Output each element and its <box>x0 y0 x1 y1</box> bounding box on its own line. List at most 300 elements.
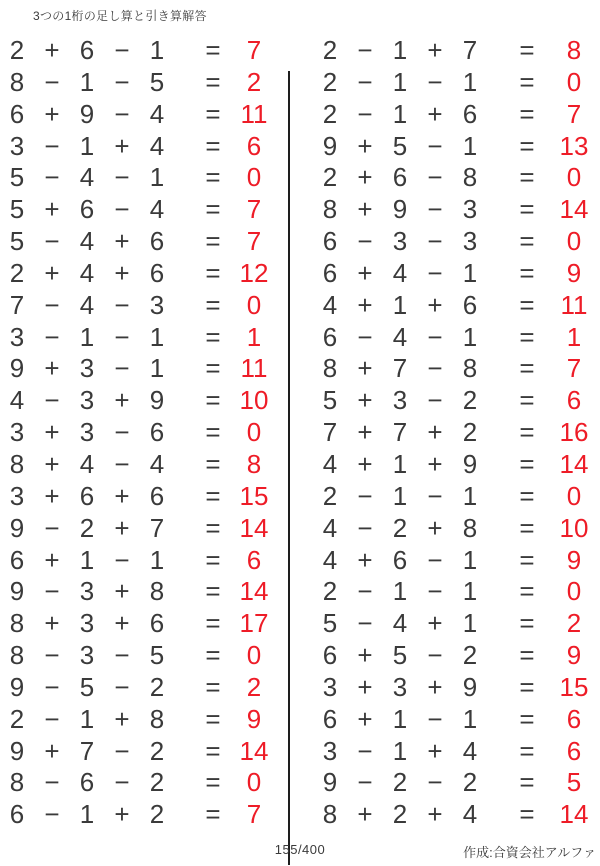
operand-1: 8 <box>322 194 338 225</box>
operand-3: 1 <box>149 353 165 384</box>
operator-1: + <box>44 480 60 511</box>
operand-2: 1 <box>392 576 408 607</box>
equals-sign: = <box>519 130 535 161</box>
operand-2: 2 <box>392 767 408 798</box>
operand-3: 2 <box>149 799 165 830</box>
operand-1: 3 <box>9 480 25 511</box>
answer-value: 0 <box>566 576 582 607</box>
operand-1: 6 <box>322 257 338 288</box>
operator-2: − <box>114 66 130 97</box>
operator-1: + <box>357 448 373 479</box>
operand-3: 3 <box>149 289 165 320</box>
operand-1: 8 <box>9 767 25 798</box>
equals-sign: = <box>205 98 221 129</box>
operand-1: 8 <box>322 353 338 384</box>
answer-value: 0 <box>246 417 262 448</box>
operator-1: + <box>44 194 60 225</box>
operand-1: 4 <box>322 512 338 543</box>
operand-3: 2 <box>462 640 478 671</box>
operand-3: 4 <box>149 448 165 479</box>
equation-row <box>290 417 600 449</box>
equals-sign: = <box>519 321 535 352</box>
operator-2: + <box>114 799 130 830</box>
answer-value: 1 <box>246 321 262 352</box>
operator-2: + <box>114 608 130 639</box>
operand-1: 2 <box>322 576 338 607</box>
equation-row <box>0 449 288 481</box>
operand-3: 1 <box>149 35 165 65</box>
answer-value: 16 <box>559 417 589 448</box>
equation-row <box>0 513 288 545</box>
operand-1: 9 <box>9 576 25 607</box>
operand-3: 8 <box>462 162 478 193</box>
operator-1: + <box>357 353 373 384</box>
equation-row <box>290 576 600 608</box>
operator-2: − <box>427 385 443 416</box>
operand-2: 1 <box>392 703 408 734</box>
equals-sign: = <box>205 480 221 511</box>
equation-row <box>0 672 288 704</box>
operand-2: 7 <box>79 735 95 766</box>
operand-2: 4 <box>79 289 95 320</box>
equation-row <box>0 258 288 290</box>
equation-row <box>0 353 288 385</box>
operator-2: − <box>427 703 443 734</box>
equation-row <box>0 226 288 258</box>
credit-text: 作成:合資会社アルファ <box>463 845 596 860</box>
operand-3: 1 <box>462 257 478 288</box>
operand-3: 8 <box>462 353 478 384</box>
operator-1: − <box>44 767 60 798</box>
operand-3: 6 <box>149 257 165 288</box>
operand-3: 4 <box>462 799 478 830</box>
operand-1: 2 <box>9 703 25 734</box>
operand-2: 4 <box>79 162 95 193</box>
equation-row <box>0 545 288 577</box>
operator-1: − <box>357 98 373 129</box>
operand-2: 3 <box>79 576 95 607</box>
answer-value: 9 <box>566 640 582 671</box>
equation-row <box>290 290 600 322</box>
operand-3: 6 <box>149 480 165 511</box>
equation-row <box>0 322 288 354</box>
operand-2: 1 <box>79 799 95 830</box>
operand-3: 2 <box>149 767 165 798</box>
operand-2: 1 <box>392 448 408 479</box>
equals-sign: = <box>519 703 535 734</box>
answer-value: 0 <box>246 289 262 320</box>
operator-2: + <box>427 448 443 479</box>
answer-value: 0 <box>246 162 262 193</box>
operator-2: + <box>114 703 130 734</box>
operand-2: 2 <box>392 512 408 543</box>
equation-row <box>290 513 600 545</box>
operand-2: 3 <box>79 385 95 416</box>
page-title: 3つの1桁の足し算と引き算解答 <box>33 9 207 23</box>
operator-1: + <box>44 448 60 479</box>
operator-1: + <box>357 544 373 575</box>
answer-value: 5 <box>566 767 582 798</box>
equals-sign: = <box>519 35 535 65</box>
answer-value: 11 <box>240 98 268 129</box>
operator-1: + <box>357 130 373 161</box>
operand-1: 8 <box>322 799 338 830</box>
equals-sign: = <box>205 385 221 416</box>
operand-2: 1 <box>79 321 95 352</box>
operand-3: 9 <box>462 448 478 479</box>
equals-sign: = <box>519 640 535 671</box>
answer-value: 9 <box>566 257 582 288</box>
operand-3: 1 <box>462 544 478 575</box>
operand-3: 1 <box>149 321 165 352</box>
operand-2: 1 <box>79 130 95 161</box>
operand-2: 3 <box>392 385 408 416</box>
operand-2: 7 <box>392 417 408 448</box>
answer-value: 14 <box>239 735 269 766</box>
operator-2: − <box>114 353 130 384</box>
operand-3: 7 <box>462 35 478 65</box>
operand-1: 3 <box>9 130 25 161</box>
operand-2: 6 <box>79 194 95 225</box>
operand-2: 4 <box>392 257 408 288</box>
operator-1: + <box>44 353 60 384</box>
operand-2: 5 <box>392 640 408 671</box>
operand-2: 3 <box>79 640 95 671</box>
operand-3: 9 <box>462 671 478 702</box>
operand-3: 4 <box>149 194 165 225</box>
operator-2: − <box>427 767 443 798</box>
equation-row <box>0 194 288 226</box>
operand-1: 3 <box>9 417 25 448</box>
operand-1: 5 <box>322 608 338 639</box>
equals-sign: = <box>519 480 535 511</box>
operator-1: − <box>44 671 60 702</box>
answer-value: 10 <box>559 512 589 543</box>
operator-2: − <box>427 576 443 607</box>
operator-1: − <box>44 289 60 320</box>
operand-3: 1 <box>462 321 478 352</box>
equals-sign: = <box>519 162 535 193</box>
operand-3: 1 <box>462 480 478 511</box>
equation-row <box>0 799 288 831</box>
equation-row <box>290 35 600 67</box>
operand-2: 2 <box>392 799 408 830</box>
answer-value: 13 <box>559 130 589 161</box>
operand-2: 1 <box>392 289 408 320</box>
equation-row <box>290 704 600 736</box>
answer-value: 15 <box>239 480 269 511</box>
operator-1: − <box>44 703 60 734</box>
equation-row <box>290 385 600 417</box>
operator-2: + <box>427 671 443 702</box>
equals-sign: = <box>519 608 535 639</box>
operator-1: + <box>44 257 60 288</box>
operand-1: 9 <box>9 735 25 766</box>
operand-1: 6 <box>322 321 338 352</box>
operator-2: + <box>427 289 443 320</box>
operator-2: − <box>427 321 443 352</box>
operator-1: + <box>357 799 373 830</box>
equals-sign: = <box>519 385 535 416</box>
operator-2: − <box>114 289 130 320</box>
operand-3: 1 <box>149 544 165 575</box>
equals-sign: = <box>205 162 221 193</box>
equals-sign: = <box>519 194 535 225</box>
answer-value: 9 <box>566 544 582 575</box>
answer-value: 7 <box>246 799 262 830</box>
operator-1: + <box>44 608 60 639</box>
answer-value: 0 <box>566 226 582 257</box>
operand-2: 1 <box>392 735 408 766</box>
equation-row <box>0 576 288 608</box>
operator-1: − <box>357 767 373 798</box>
operand-2: 9 <box>392 194 408 225</box>
equation-row <box>0 67 288 99</box>
answer-value: 14 <box>559 448 589 479</box>
operator-2: + <box>114 257 130 288</box>
equals-sign: = <box>205 417 221 448</box>
equation-row <box>290 99 600 131</box>
operator-1: − <box>44 321 60 352</box>
operand-3: 2 <box>149 735 165 766</box>
answer-value: 6 <box>566 703 582 734</box>
equals-sign: = <box>519 98 535 129</box>
operand-1: 3 <box>322 671 338 702</box>
operand-2: 3 <box>392 671 408 702</box>
operand-1: 5 <box>9 162 25 193</box>
equation-row <box>0 481 288 513</box>
operand-3: 6 <box>462 98 478 129</box>
operator-2: − <box>114 35 130 65</box>
operand-3: 1 <box>462 703 478 734</box>
equation-row <box>290 258 600 290</box>
operator-2: − <box>114 98 130 129</box>
operand-3: 8 <box>149 576 165 607</box>
operator-2: − <box>427 480 443 511</box>
operator-2: + <box>427 417 443 448</box>
operand-2: 1 <box>79 703 95 734</box>
operator-1: + <box>357 640 373 671</box>
operand-1: 6 <box>9 98 25 129</box>
operator-1: − <box>357 35 373 65</box>
operator-1: + <box>44 98 60 129</box>
operand-2: 2 <box>79 512 95 543</box>
operator-2: + <box>114 512 130 543</box>
equals-sign: = <box>205 608 221 639</box>
operator-1: − <box>44 512 60 543</box>
operand-2: 6 <box>79 767 95 798</box>
operand-2: 4 <box>79 448 95 479</box>
operand-2: 1 <box>79 544 95 575</box>
operand-3: 4 <box>462 735 478 766</box>
equals-sign: = <box>205 640 221 671</box>
operator-1: + <box>357 385 373 416</box>
operand-1: 4 <box>322 289 338 320</box>
operator-2: − <box>427 66 443 97</box>
operator-2: − <box>114 735 130 766</box>
operand-1: 4 <box>322 448 338 479</box>
equation-row <box>0 608 288 640</box>
equals-sign: = <box>519 799 535 830</box>
answer-value: 15 <box>559 671 589 702</box>
equation-row <box>290 67 600 99</box>
equation-row <box>290 481 600 513</box>
operand-2: 6 <box>79 35 95 65</box>
operator-1: + <box>44 544 60 575</box>
operator-2: − <box>427 353 443 384</box>
answer-value: 1 <box>566 321 582 352</box>
operand-1: 9 <box>9 671 25 702</box>
operator-1: − <box>44 162 60 193</box>
operand-3: 3 <box>462 226 478 257</box>
operator-2: − <box>114 767 130 798</box>
operand-3: 2 <box>462 417 478 448</box>
answer-value: 6 <box>246 544 262 575</box>
operand-2: 1 <box>392 66 408 97</box>
operand-1: 5 <box>9 194 25 225</box>
operand-2: 6 <box>392 162 408 193</box>
operand-1: 6 <box>322 703 338 734</box>
operand-1: 7 <box>322 417 338 448</box>
operand-3: 6 <box>149 226 165 257</box>
equals-sign: = <box>519 671 535 702</box>
equation-row <box>290 545 600 577</box>
operator-1: − <box>44 66 60 97</box>
operand-1: 4 <box>322 544 338 575</box>
operand-2: 5 <box>392 130 408 161</box>
operator-1: − <box>357 576 373 607</box>
answer-value: 6 <box>566 735 582 766</box>
equals-sign: = <box>519 257 535 288</box>
answer-value: 7 <box>246 226 262 257</box>
operator-1: − <box>44 576 60 607</box>
operand-1: 2 <box>322 480 338 511</box>
operator-2: + <box>427 608 443 639</box>
operand-3: 4 <box>149 98 165 129</box>
equals-sign: = <box>519 289 535 320</box>
operand-3: 2 <box>462 385 478 416</box>
operand-1: 3 <box>9 321 25 352</box>
equals-sign: = <box>205 512 221 543</box>
operand-2: 6 <box>79 480 95 511</box>
operator-1: − <box>357 512 373 543</box>
operator-2: − <box>114 544 130 575</box>
operand-2: 4 <box>392 321 408 352</box>
operand-1: 2 <box>322 98 338 129</box>
operator-2: − <box>427 194 443 225</box>
answer-value: 7 <box>246 35 262 65</box>
operator-1: − <box>357 226 373 257</box>
operator-1: − <box>44 226 60 257</box>
operand-1: 6 <box>322 226 338 257</box>
operand-2: 3 <box>79 353 95 384</box>
operator-2: − <box>427 226 443 257</box>
operator-2: + <box>114 226 130 257</box>
operator-2: − <box>114 671 130 702</box>
operator-2: + <box>114 576 130 607</box>
operator-2: − <box>114 640 130 671</box>
answer-value: 0 <box>566 162 582 193</box>
answer-value: 7 <box>566 353 582 384</box>
operand-3: 1 <box>462 66 478 97</box>
answer-value: 9 <box>246 703 262 734</box>
answer-value: 14 <box>559 799 589 830</box>
equals-sign: = <box>205 703 221 734</box>
equation-row <box>0 35 288 67</box>
operand-2: 1 <box>392 480 408 511</box>
answer-value: 6 <box>246 130 262 161</box>
operand-3: 2 <box>462 767 478 798</box>
operator-1: + <box>44 417 60 448</box>
answer-value: 7 <box>246 194 262 225</box>
operator-1: + <box>357 671 373 702</box>
operand-2: 3 <box>79 608 95 639</box>
equation-row <box>0 417 288 449</box>
answer-value: 14 <box>239 512 269 543</box>
operand-2: 4 <box>79 226 95 257</box>
equation-row <box>0 385 288 417</box>
answer-value: 2 <box>246 66 262 97</box>
operand-2: 6 <box>392 544 408 575</box>
operand-3: 1 <box>149 162 165 193</box>
operator-1: − <box>44 640 60 671</box>
operator-2: − <box>114 448 130 479</box>
operator-2: − <box>427 130 443 161</box>
operator-2: + <box>427 735 443 766</box>
equation-row <box>290 640 600 672</box>
equals-sign: = <box>205 353 221 384</box>
operator-2: + <box>427 98 443 129</box>
operator-2: + <box>114 130 130 161</box>
answer-value: 0 <box>566 66 582 97</box>
operand-3: 8 <box>149 703 165 734</box>
equals-sign: = <box>519 226 535 257</box>
operand-3: 2 <box>149 671 165 702</box>
operand-3: 3 <box>462 194 478 225</box>
operator-1: − <box>357 480 373 511</box>
equation-row <box>0 290 288 322</box>
equation-row <box>290 608 600 640</box>
operand-2: 9 <box>79 98 95 129</box>
equals-sign: = <box>205 130 221 161</box>
answer-value: 2 <box>566 608 582 639</box>
answer-value: 0 <box>566 480 582 511</box>
operand-3: 9 <box>149 385 165 416</box>
operand-2: 4 <box>392 608 408 639</box>
operator-1: + <box>357 257 373 288</box>
operand-1: 8 <box>9 640 25 671</box>
equations-area <box>0 35 600 832</box>
operand-1: 2 <box>322 162 338 193</box>
equation-row <box>290 194 600 226</box>
answer-value: 7 <box>566 98 582 129</box>
operator-1: + <box>357 194 373 225</box>
operator-1: − <box>44 385 60 416</box>
operand-2: 1 <box>392 35 408 65</box>
equals-sign: = <box>205 226 221 257</box>
operator-1: − <box>44 130 60 161</box>
equation-row <box>290 131 600 163</box>
equations-column-right <box>290 35 600 832</box>
operand-1: 8 <box>9 66 25 97</box>
operand-3: 7 <box>149 512 165 543</box>
operand-2: 4 <box>79 257 95 288</box>
operand-1: 2 <box>322 66 338 97</box>
equals-sign: = <box>519 512 535 543</box>
equals-sign: = <box>519 576 535 607</box>
answer-value: 12 <box>239 257 269 288</box>
operand-3: 6 <box>149 417 165 448</box>
